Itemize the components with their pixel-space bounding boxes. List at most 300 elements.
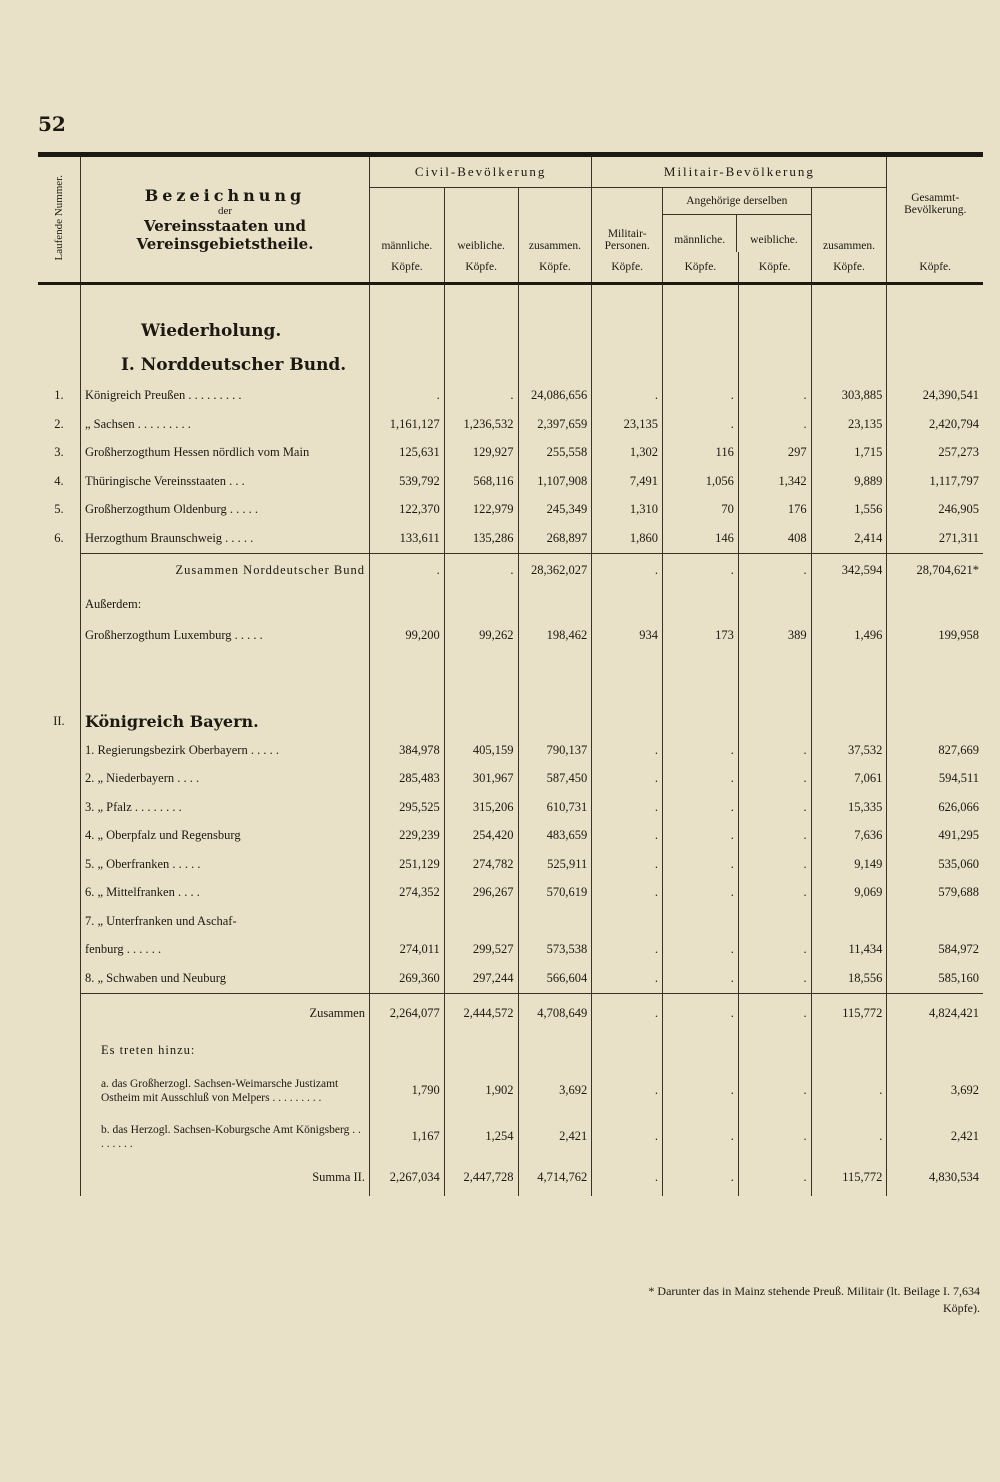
- cell-aw: .: [738, 736, 811, 765]
- cell-m: 133,611: [369, 524, 444, 553]
- cell-mz: 1,556: [811, 496, 887, 525]
- cell-m: [369, 285, 444, 314]
- cell-mz: [811, 285, 887, 314]
- cell-z: 4,708,649: [518, 993, 592, 1034]
- cell-w: 297,244: [444, 964, 518, 993]
- cell-aw: .: [738, 850, 811, 879]
- row-number: [38, 765, 80, 794]
- cell-m: 2,267,034: [369, 1160, 444, 1196]
- cell-w: 296,267: [444, 879, 518, 908]
- cell-am: 146: [663, 524, 739, 553]
- cell-z: [518, 285, 592, 314]
- cell-z: 24,086,656: [518, 382, 592, 411]
- cell-z: 1,107,908: [518, 467, 592, 496]
- cell-mz: [811, 706, 887, 736]
- cell-w: 568,116: [444, 467, 518, 496]
- cell-mz: 9,889: [811, 467, 887, 496]
- cell-am: .: [663, 736, 739, 765]
- cell-mz: .: [811, 1068, 887, 1114]
- table-row: [38, 410, 983, 439]
- row-label: a. das Großherzogl. Sachsen-Weimarsche Justizamt Ostheim mit Ausschluß von Melpers . . . . . . . . .: [80, 1068, 369, 1114]
- cell-m: 125,631: [369, 439, 444, 468]
- cell-mz: 9,069: [811, 879, 887, 908]
- row-number: [38, 314, 80, 348]
- cell-mp: .: [592, 879, 663, 908]
- col-ang-weibliche-header: weibliche.: [750, 233, 798, 246]
- cell-am: 116: [663, 439, 739, 468]
- cell-mz: 7,636: [811, 822, 887, 851]
- row-number: [38, 822, 80, 851]
- row-number: [38, 850, 80, 879]
- cell-am: [663, 285, 739, 314]
- cell-aw: [738, 314, 811, 348]
- cell-aw: .: [738, 793, 811, 822]
- cell-am: .: [663, 993, 739, 1034]
- table-row: [38, 822, 983, 851]
- row-label: Großherzogthum Luxemburg . . . . .: [80, 622, 369, 651]
- table-row: [38, 964, 983, 993]
- row-label: 3. „ Pfalz . . . . . . . .: [80, 793, 369, 822]
- cell-w: 1,254: [444, 1114, 518, 1160]
- row-label: Außerdem:: [80, 588, 369, 622]
- cell-g: [887, 907, 983, 936]
- unit-label: Köpfe.: [663, 252, 739, 284]
- cell-w: 99,262: [444, 622, 518, 651]
- cell-g: [887, 588, 983, 622]
- table-row: [38, 936, 983, 965]
- angehoerige-header: Angehörige derselben: [663, 188, 811, 215]
- cell-g: [887, 650, 983, 706]
- table-row: [38, 736, 983, 765]
- table-row: [38, 439, 983, 468]
- table-row: [38, 382, 983, 411]
- row-label: Herzogthum Braunschweig . . . . .: [80, 524, 369, 553]
- cell-mp: 23,135: [592, 410, 663, 439]
- table-row: [38, 850, 983, 879]
- cell-mz: 1,715: [811, 439, 887, 468]
- heading-row: [38, 314, 983, 348]
- unit-label: Köpfe.: [738, 252, 811, 284]
- cell-g: 246,905: [887, 496, 983, 525]
- table-row: [38, 524, 983, 553]
- cell-mp: [592, 907, 663, 936]
- cell-g: 3,692: [887, 1068, 983, 1114]
- cell-mz: [811, 314, 887, 348]
- cell-z: 268,897: [518, 524, 592, 553]
- cell-mp: 1,310: [592, 496, 663, 525]
- cell-g: 626,066: [887, 793, 983, 822]
- row-label: Es treten hinzu:: [80, 1034, 369, 1068]
- cell-mp: .: [592, 553, 663, 588]
- row-label: 5. „ Oberfranken . . . . .: [80, 850, 369, 879]
- cell-am: 173: [663, 622, 739, 651]
- cell-g: 4,824,421: [887, 993, 983, 1034]
- cell-mp: 934: [592, 622, 663, 651]
- cell-mz: [811, 588, 887, 622]
- col-mil-zusammen-header: zusammen.: [811, 187, 887, 252]
- row-number: 1.: [54, 388, 64, 403]
- cell-am: .: [663, 1160, 739, 1196]
- row-label: Königreich Preußen . . . . . . . . .: [80, 382, 369, 411]
- cell-mz: 7,061: [811, 765, 887, 794]
- row-number: 3.: [54, 445, 64, 460]
- cell-w: [444, 907, 518, 936]
- row-number: [38, 285, 80, 314]
- cell-m: 1,161,127: [369, 410, 444, 439]
- cell-mz: [811, 650, 887, 706]
- col-weibliche-header: weibliche.: [444, 187, 518, 252]
- cell-z: 2,397,659: [518, 410, 592, 439]
- row-label: Großherzogthum Oldenburg . . . . .: [80, 496, 369, 525]
- cell-mz: 11,434: [811, 936, 887, 965]
- cell-aw: .: [738, 765, 811, 794]
- cell-z: 790,137: [518, 736, 592, 765]
- row-number: [38, 1160, 80, 1196]
- row-number: [38, 1068, 80, 1114]
- cell-aw: .: [738, 1114, 811, 1160]
- cell-z: 610,731: [518, 793, 592, 822]
- cell-mp: [592, 285, 663, 314]
- col-maennliche-header: männliche.: [369, 187, 444, 252]
- table-row: [38, 765, 983, 794]
- heading-row: [38, 706, 983, 736]
- row-number: [38, 993, 80, 1034]
- cell-aw: .: [738, 382, 811, 411]
- data-table: [38, 285, 983, 1196]
- cell-mp: .: [592, 993, 663, 1034]
- cell-m: 122,370: [369, 496, 444, 525]
- cell-z: 570,619: [518, 879, 592, 908]
- cell-w: [444, 348, 518, 382]
- cell-g: 584,972: [887, 936, 983, 965]
- cell-aw: .: [738, 993, 811, 1034]
- row-number: [38, 793, 80, 822]
- cell-z: 3,692: [518, 1068, 592, 1114]
- cell-mz: 15,335: [811, 793, 887, 822]
- unit-label: Köpfe.: [444, 252, 518, 284]
- cell-mp: [592, 706, 663, 736]
- cell-aw: [738, 650, 811, 706]
- cell-mz: 23,135: [811, 410, 887, 439]
- cell-aw: 408: [738, 524, 811, 553]
- cell-g: 2,420,794: [887, 410, 983, 439]
- cell-am: [663, 588, 739, 622]
- unit-label: Köpfe.: [518, 252, 592, 284]
- cell-z: [518, 348, 592, 382]
- cell-m: 229,239: [369, 822, 444, 851]
- cell-z: [518, 650, 592, 706]
- row-label: [80, 650, 369, 706]
- cell-z: [518, 706, 592, 736]
- cell-g: 4,830,534: [887, 1160, 983, 1196]
- cell-m: [369, 907, 444, 936]
- cell-mz: 2,414: [811, 524, 887, 553]
- row-label: fenburg . . . . . .: [80, 936, 369, 965]
- cell-aw: 297: [738, 439, 811, 468]
- cell-aw: .: [738, 936, 811, 965]
- cell-g: 24,390,541: [887, 382, 983, 411]
- cell-aw: .: [738, 879, 811, 908]
- cell-z: 566,604: [518, 964, 592, 993]
- militair-group-header: Militair-Bevölkerung: [592, 157, 887, 187]
- ausserdem-row: [38, 588, 983, 622]
- cell-z: 255,558: [518, 439, 592, 468]
- cell-aw: .: [738, 1068, 811, 1114]
- cell-mp: .: [592, 1114, 663, 1160]
- cell-z: 28,362,027: [518, 553, 592, 588]
- cell-w: 315,206: [444, 793, 518, 822]
- cell-mp: .: [592, 1068, 663, 1114]
- col-ang-maennliche-header: männliche.: [663, 215, 737, 252]
- cell-z: [518, 588, 592, 622]
- cell-m: 2,264,077: [369, 993, 444, 1034]
- unit-label: Köpfe.: [369, 252, 444, 284]
- cell-m: 1,790: [369, 1068, 444, 1114]
- cell-aw: .: [738, 553, 811, 588]
- cell-mp: .: [592, 964, 663, 993]
- row-label: Zusammen Norddeutscher Bund: [80, 553, 369, 588]
- cell-w: [444, 650, 518, 706]
- cell-w: 2,447,728: [444, 1160, 518, 1196]
- cell-m: [369, 314, 444, 348]
- cell-g: [887, 706, 983, 736]
- cell-g: [887, 348, 983, 382]
- cell-mz: 115,772: [811, 993, 887, 1034]
- cell-am: .: [663, 936, 739, 965]
- footnote: * Darunter das in Mainz stehende Preuß. Militair (lt. Beilage I. 7,634 Köpfe).: [648, 1284, 980, 1315]
- cell-z: 245,349: [518, 496, 592, 525]
- cell-mz: [811, 1034, 887, 1068]
- cell-g: 579,688: [887, 879, 983, 908]
- laufende-nummer-label: Laufende Nummer.: [52, 175, 65, 261]
- cell-z: [518, 314, 592, 348]
- cell-m: [369, 588, 444, 622]
- cell-m: 274,011: [369, 936, 444, 965]
- row-label: [80, 285, 369, 314]
- cell-w: 135,286: [444, 524, 518, 553]
- cell-g: 827,669: [887, 736, 983, 765]
- cell-g: 594,511: [887, 765, 983, 794]
- cell-m: 384,978: [369, 736, 444, 765]
- row-number: [38, 964, 80, 993]
- row-label: Thüringische Vereinsstaaten . . .: [80, 467, 369, 496]
- cell-aw: .: [738, 410, 811, 439]
- row-label: Wiederholung.: [80, 314, 369, 348]
- bezeichnung-title: Bezeichnung: [144, 186, 306, 205]
- cell-aw: [738, 1034, 811, 1068]
- cell-w: 2,444,572: [444, 993, 518, 1034]
- cell-aw: [738, 907, 811, 936]
- bezeichnung-subtitle: Vereinsstaaten und Vereinsgebietstheile.: [136, 217, 314, 253]
- cell-aw: .: [738, 1160, 811, 1196]
- row-label: 2. „ Niederbayern . . . .: [80, 765, 369, 794]
- table-row: [38, 879, 983, 908]
- cell-z: 483,659: [518, 822, 592, 851]
- cell-mp: .: [592, 736, 663, 765]
- cell-mp: [592, 650, 663, 706]
- row-number: [38, 1114, 80, 1160]
- table-row: [38, 496, 983, 525]
- row-number: [38, 553, 80, 588]
- cell-aw: [738, 588, 811, 622]
- cell-m: 1,167: [369, 1114, 444, 1160]
- cell-g: 28,704,621*: [887, 553, 983, 588]
- heading-row: [38, 348, 983, 382]
- header-table: [38, 157, 983, 285]
- cell-mp: .: [592, 1160, 663, 1196]
- cell-g: 535,060: [887, 850, 983, 879]
- cell-m: 285,483: [369, 765, 444, 794]
- cell-w: [444, 588, 518, 622]
- cell-w: 1,902: [444, 1068, 518, 1114]
- extra-row: [38, 1068, 983, 1114]
- cell-mp: [592, 1034, 663, 1068]
- cell-am: .: [663, 765, 739, 794]
- cell-w: [444, 706, 518, 736]
- cell-z: 573,538: [518, 936, 592, 965]
- cell-am: .: [663, 410, 739, 439]
- table-row: [38, 907, 983, 936]
- cell-am: 1,056: [663, 467, 739, 496]
- cell-am: .: [663, 850, 739, 879]
- cell-mz: 303,885: [811, 382, 887, 411]
- cell-m: .: [369, 382, 444, 411]
- cell-g: 271,311: [887, 524, 983, 553]
- cell-aw: .: [738, 964, 811, 993]
- cell-aw: 389: [738, 622, 811, 651]
- bezeichnung-der: der: [217, 205, 232, 217]
- cell-m: [369, 650, 444, 706]
- cell-w: [444, 1034, 518, 1068]
- cell-z: [518, 907, 592, 936]
- cell-am: .: [663, 822, 739, 851]
- cell-g: 257,273: [887, 439, 983, 468]
- row-number: [38, 1034, 80, 1068]
- cell-mp: .: [592, 793, 663, 822]
- cell-m: 251,129: [369, 850, 444, 879]
- cell-w: [444, 285, 518, 314]
- gesammt-header: Gesammt-Bevölkerung.: [887, 157, 983, 252]
- cell-g: [887, 285, 983, 314]
- cell-g: [887, 1034, 983, 1068]
- row-number: [38, 348, 80, 382]
- cell-mz: [811, 907, 887, 936]
- cell-w: 301,967: [444, 765, 518, 794]
- cell-g: [887, 314, 983, 348]
- cell-aw: .: [738, 822, 811, 851]
- cell-mp: [592, 348, 663, 382]
- row-number: [38, 879, 80, 908]
- cell-mp: 1,302: [592, 439, 663, 468]
- row-number: [38, 907, 80, 936]
- cell-w: .: [444, 382, 518, 411]
- cell-aw: [738, 285, 811, 314]
- row-number: 4.: [54, 473, 64, 488]
- cell-w: 299,527: [444, 936, 518, 965]
- cell-mp: [592, 314, 663, 348]
- row-number: [38, 650, 80, 706]
- row-label: 7. „ Unterfranken und Aschaf-: [80, 907, 369, 936]
- civil-group-header: Civil-Bevölkerung: [369, 157, 591, 187]
- cell-z: 587,450: [518, 765, 592, 794]
- cell-w: .: [444, 553, 518, 588]
- cell-g: 1,117,797: [887, 467, 983, 496]
- row-number: II.: [53, 713, 65, 728]
- cell-z: [518, 1034, 592, 1068]
- cell-mp: 7,491: [592, 467, 663, 496]
- cell-z: 4,714,762: [518, 1160, 592, 1196]
- row-number: [38, 622, 80, 651]
- cell-m: 539,792: [369, 467, 444, 496]
- row-label: 1. Regierungsbezirk Oberbayern . . . . .: [80, 736, 369, 765]
- cell-mz: 18,556: [811, 964, 887, 993]
- row-label: „ Sachsen . . . . . . . . .: [80, 410, 369, 439]
- total-row: [38, 553, 983, 588]
- row-label: Königreich Bayern.: [80, 706, 369, 736]
- row-label: I. Norddeutscher Bund.: [80, 348, 369, 382]
- row-number: 6.: [54, 531, 64, 545]
- row-label: Summa II.: [80, 1160, 369, 1196]
- table-row: [38, 467, 983, 496]
- cell-am: [663, 1034, 739, 1068]
- cell-am: .: [663, 793, 739, 822]
- cell-am: .: [663, 964, 739, 993]
- cell-mz: [811, 348, 887, 382]
- cell-z: 198,462: [518, 622, 592, 651]
- cell-aw: [738, 348, 811, 382]
- row-number: [38, 936, 80, 965]
- cell-g: 199,958: [887, 622, 983, 651]
- statistics-table-sheet: [38, 152, 983, 1196]
- cell-m: [369, 706, 444, 736]
- cell-am: 70: [663, 496, 739, 525]
- cell-aw: 176: [738, 496, 811, 525]
- row-number: 2.: [54, 416, 64, 431]
- cell-w: 1,236,532: [444, 410, 518, 439]
- cell-w: 122,979: [444, 496, 518, 525]
- row-label: Zusammen: [80, 993, 369, 1034]
- unit-label: Köpfe.: [887, 252, 983, 284]
- cell-am: .: [663, 553, 739, 588]
- summa-row: [38, 1160, 983, 1196]
- cell-mp: .: [592, 382, 663, 411]
- cell-mp: 1,860: [592, 524, 663, 553]
- cell-aw: [738, 706, 811, 736]
- row-number: [38, 736, 80, 765]
- cell-mz: 1,496: [811, 622, 887, 651]
- row-label: Großherzogthum Hessen nördlich vom Main: [80, 439, 369, 468]
- cell-mz: .: [811, 1114, 887, 1160]
- cell-am: [663, 907, 739, 936]
- cell-am: [663, 706, 739, 736]
- cell-am: .: [663, 1114, 739, 1160]
- row-label: 4. „ Oberpfalz und Regensburg: [80, 822, 369, 851]
- row-number: 5.: [54, 502, 64, 517]
- cell-w: 129,927: [444, 439, 518, 468]
- cell-am: [663, 348, 739, 382]
- row-label: b. das Herzogl. Sachsen-Koburgsche Amt Königsberg . . . . . . . .: [80, 1114, 369, 1160]
- cell-g: 585,160: [887, 964, 983, 993]
- cell-w: [444, 314, 518, 348]
- cell-mp: .: [592, 822, 663, 851]
- cell-m: 99,200: [369, 622, 444, 651]
- cell-z: 2,421: [518, 1114, 592, 1160]
- total-row: [38, 993, 983, 1034]
- cell-mp: [592, 588, 663, 622]
- col-zusammen-header: zusammen.: [518, 187, 592, 252]
- col-militair-personen-header: Militair-Personen.: [592, 187, 663, 252]
- cell-m: [369, 348, 444, 382]
